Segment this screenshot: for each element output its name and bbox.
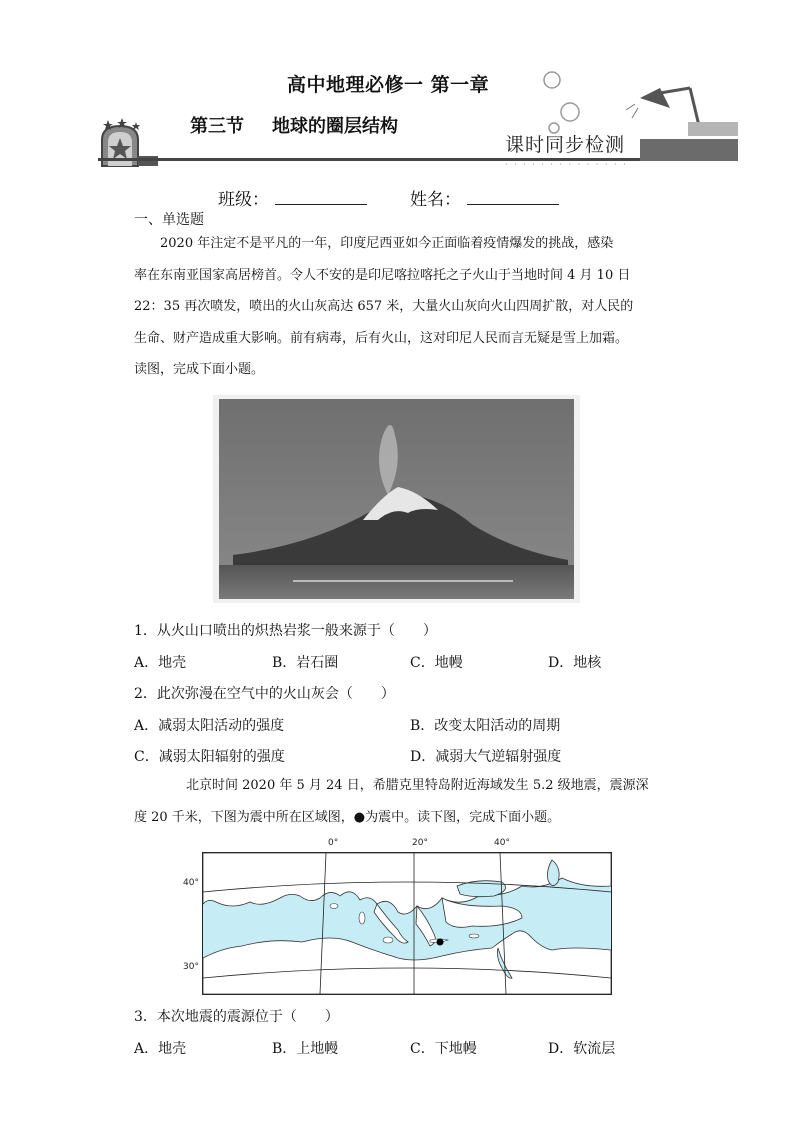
mediterranean-map [202, 838, 612, 998]
passage-1-line: 读图，完成下面小题。 [134, 362, 265, 377]
name-field [410, 185, 559, 210]
cyprus-island [469, 934, 479, 938]
map-lat-label: 40° [183, 878, 199, 888]
passage-2-line: 北京时间 2020 年 5 月 24 日，希腊克里特岛附近海域发生 5.2 级地震，震源深 [186, 778, 649, 793]
question-1-option-c[interactable]: C．地幔 [410, 655, 463, 671]
passage-2-line: 度 20 千米，下图为震中所在区域图，●为震中。读下图，完成下面小题。 [134, 809, 561, 825]
passage-1-line: 22：35 再次喷发，喷出的火山灰高达 657 米，大量火山灰向火山四周扩散，对人民的 [134, 299, 634, 314]
question-2-option-b[interactable]: B．改变太阳活动的周期 [410, 718, 561, 734]
map-lon-label: 20° [412, 838, 428, 848]
section-title [190, 112, 398, 138]
question-3-option-a[interactable]: A．地壳 [134, 1041, 187, 1057]
balearic-island [330, 904, 338, 909]
question-3-option-c[interactable]: C．下地幔 [410, 1041, 477, 1057]
question-3-option-b[interactable]: B．上地幔 [272, 1041, 339, 1057]
sicily-island [383, 937, 393, 943]
sardinia-island [359, 912, 365, 924]
question-1-option-d[interactable]: D．地核 [548, 655, 602, 671]
epicenter-marker [437, 939, 444, 946]
part-heading: 一、单选题 [134, 212, 204, 228]
question-2-stem: 2．此次弥漫在空气中的火山灰会（ ） [134, 686, 395, 702]
map-lon-label: 40° [494, 838, 510, 848]
question-3-option-d[interactable]: D．软流层 [548, 1041, 616, 1057]
map-lat-label: 30° [183, 962, 199, 972]
question-1-option-a[interactable]: A．地壳 [134, 655, 187, 671]
class-field [218, 185, 367, 210]
question-2-option-c[interactable]: C．减弱太阳辐射的强度 [134, 749, 285, 765]
question-2-option-d[interactable]: D．减弱大气逆辐射强度 [410, 749, 562, 765]
class-label: 班级： [218, 190, 269, 210]
section-name: 地球的圈层结构 [272, 116, 398, 137]
passage-1-line: 率在东南亚国家高居榜首。令人不安的是印尼喀拉喀托之子火山于当地时间 4 月 10 日 [134, 267, 631, 283]
brand-label: 课时同步检测 [505, 134, 626, 156]
brand-bar [640, 139, 738, 161]
passage-1 [134, 228, 674, 386]
volcano-photo [213, 395, 580, 603]
passage-2 [134, 770, 674, 833]
dotted-decoration: · · · · · · · · · · · · · · [505, 160, 628, 169]
map-lon-label: 0° [328, 838, 339, 848]
class-blank [275, 190, 367, 205]
name-label: 姓名： [410, 190, 461, 210]
question-3-stem: 3．本次地震的震源位于（ ） [134, 1009, 339, 1025]
passage-1-line: 2020 年注定不是平凡的一年，印度尼西亚如今正面临着疫情爆发的挑战，感染 [160, 236, 614, 251]
section-label: 第三节 [190, 116, 244, 137]
question-2-option-a[interactable]: A．减弱太阳活动的强度 [134, 718, 285, 734]
question-1-option-b[interactable]: B．岩石圈 [272, 655, 339, 671]
brand-bar-decoration [688, 122, 738, 136]
chapter-title: 高中地理必修一 第一章 [287, 74, 490, 96]
name-blank [467, 190, 559, 205]
question-1-stem: 1．从火山口喷出的炽热岩浆一般来源于（ ） [134, 623, 437, 639]
passage-1-line: 生命、财产造成重大影响。前有病毒，后有火山，这对印尼人民而言无疑是雪上加霜。 [134, 330, 629, 346]
